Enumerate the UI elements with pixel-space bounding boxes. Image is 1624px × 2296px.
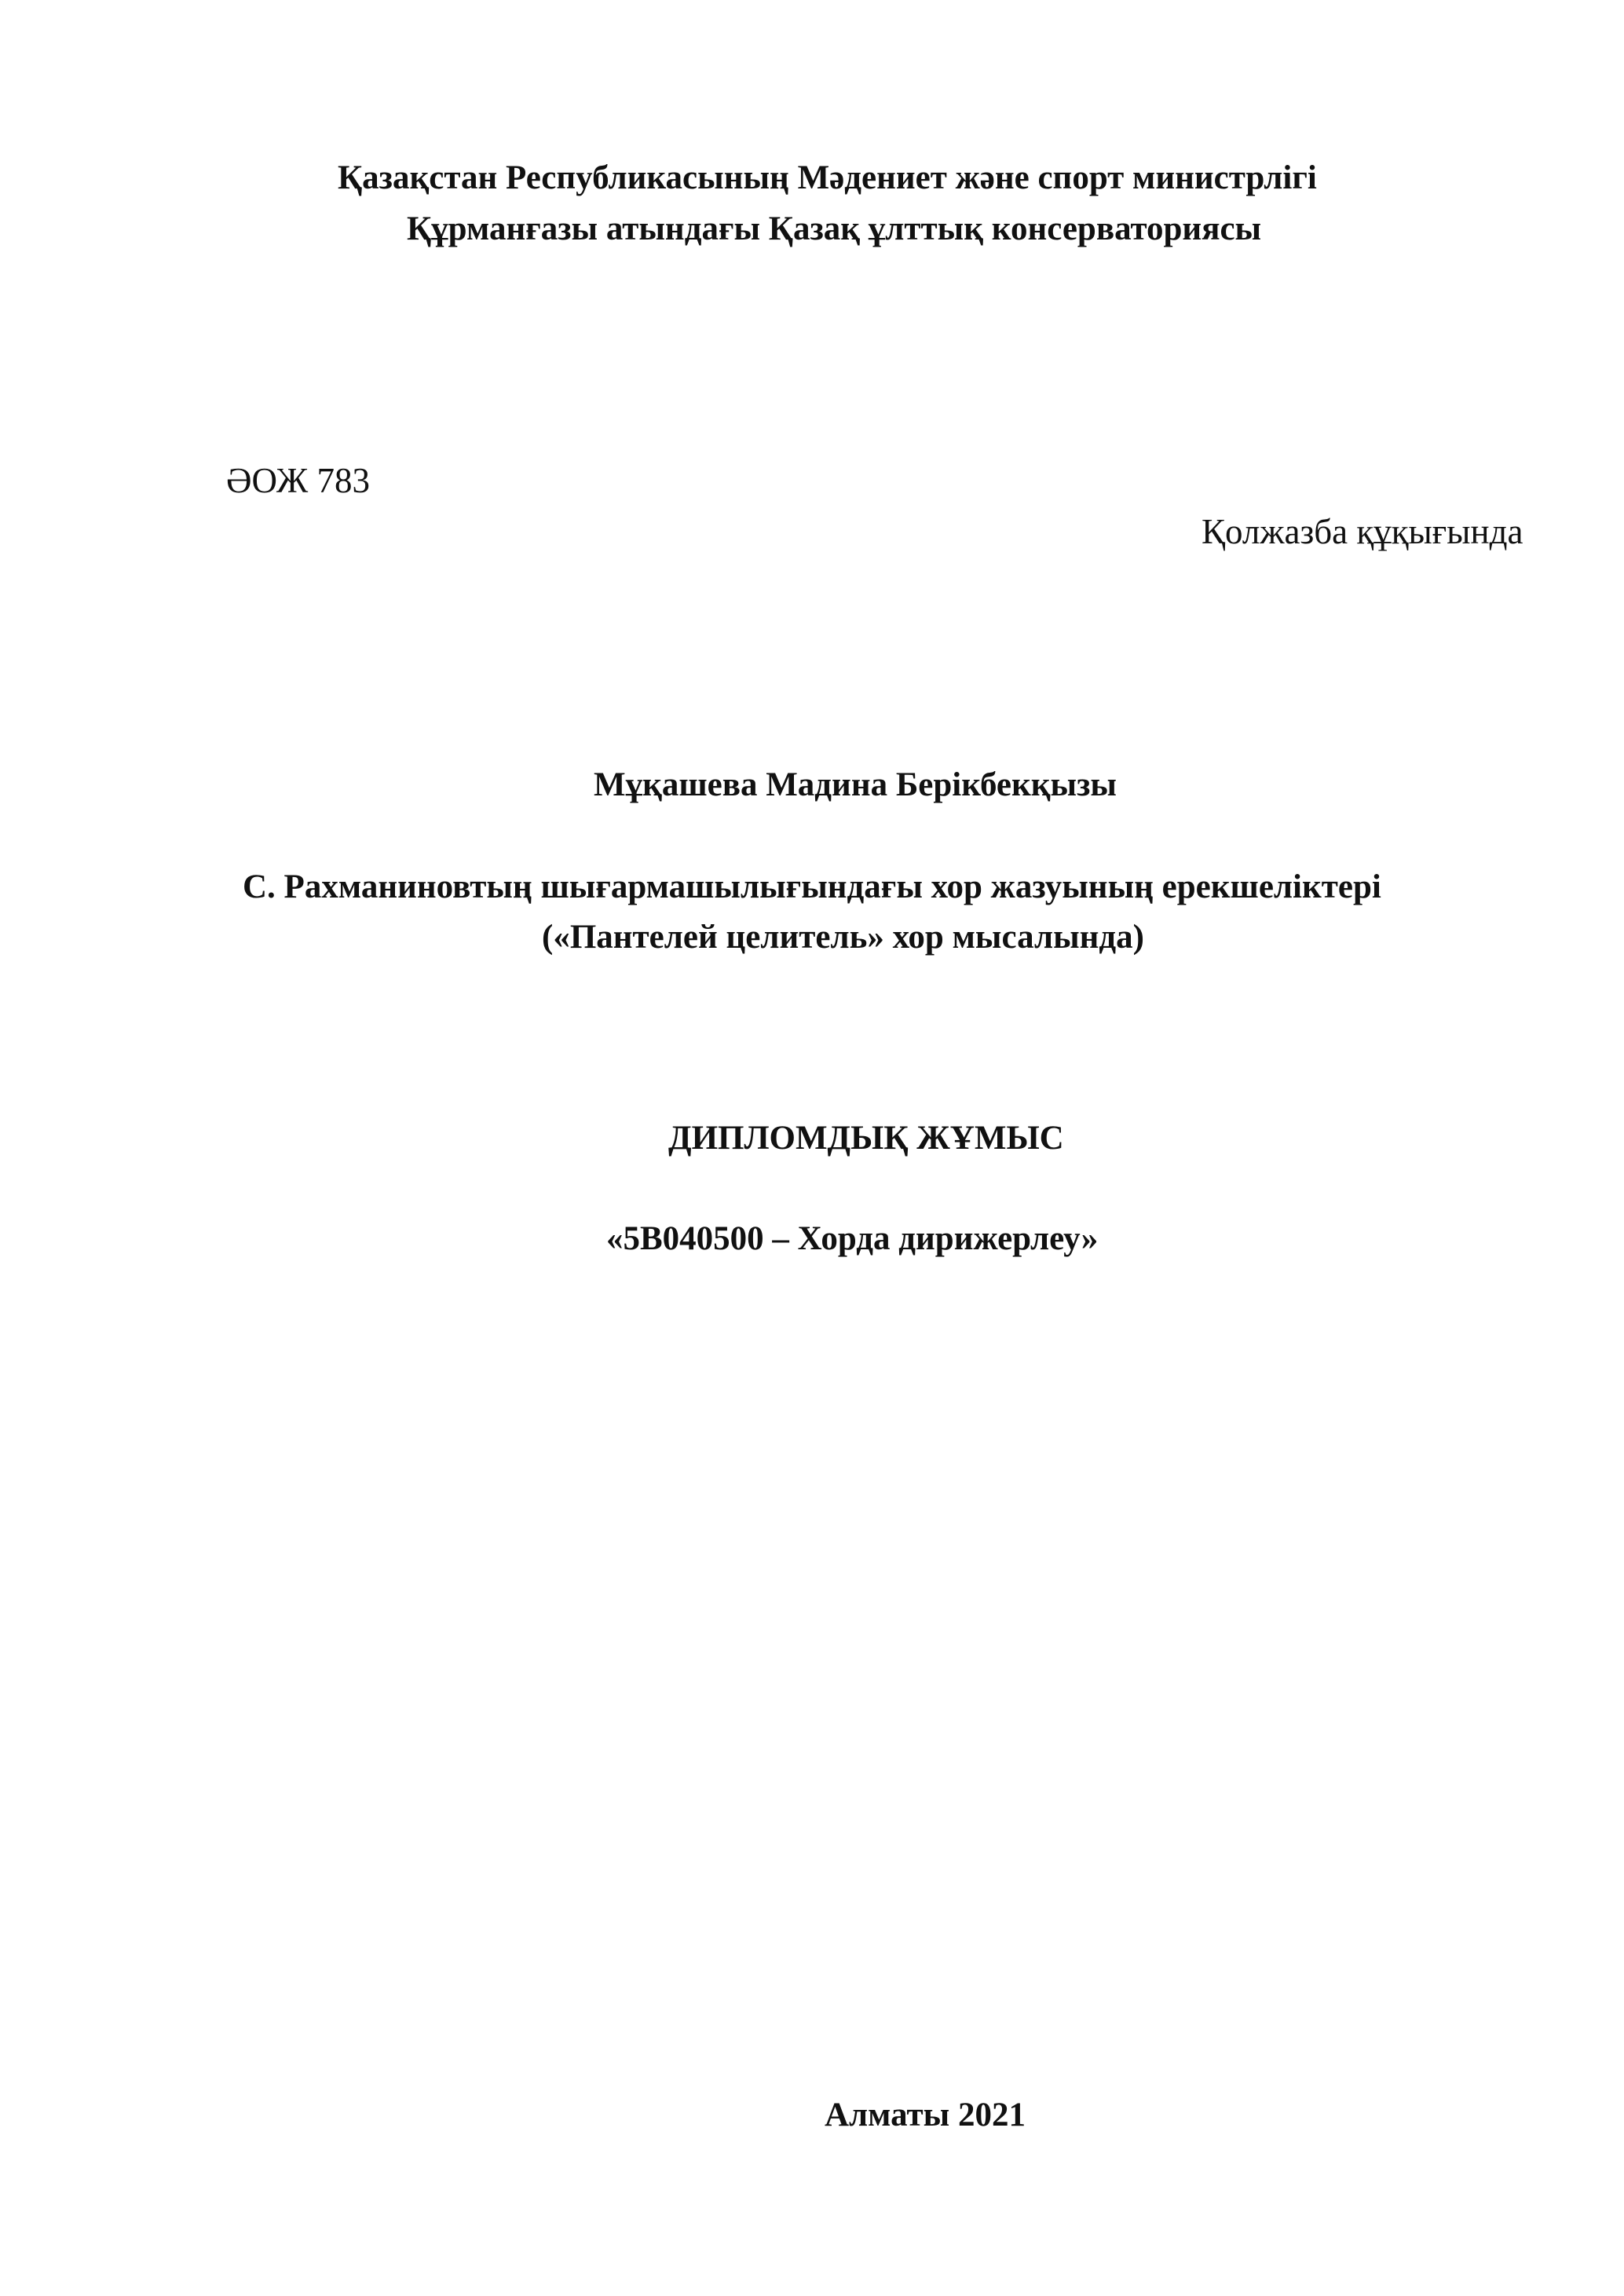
thesis-title-line-1: С. Рахманиновтың шығармашылығындағы хор жазуының ерекшеліктері — [243, 868, 1381, 905]
udc-code: ӘОЖ 783 — [226, 461, 370, 500]
place-year: Алматы 2021 — [825, 2097, 1026, 2133]
ministry-heading: Қазақстан Республикасының Мәдениет және спорт министрлігі — [338, 159, 1317, 196]
thesis-title-line-2: («Пантелей целитель» хор мысалында) — [542, 919, 1144, 956]
specialty: «5В040500 – Хорда дирижерлеу» — [606, 1220, 1099, 1257]
work-type: ДИПЛОМДЫҚ ЖҰМЫС — [668, 1120, 1064, 1157]
manuscript-rights: Қолжазба құқығында — [1202, 512, 1523, 551]
author-name: Мұқашева Мадина Берікбекқызы — [594, 766, 1117, 803]
institution-heading: Құрманғазы атындағы Қазақ ұлттық консерваториясы — [407, 210, 1262, 247]
